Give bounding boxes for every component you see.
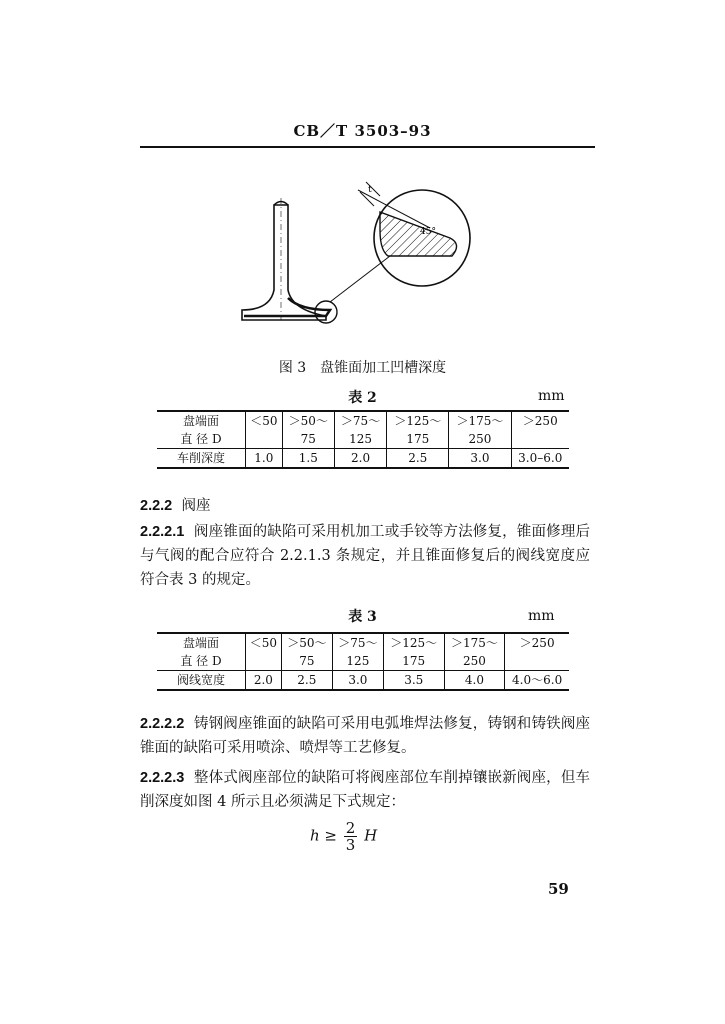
table3-value: 4.0 <box>444 671 505 691</box>
table3-range: ＜50 <box>246 633 282 652</box>
valve-drawing <box>242 198 390 323</box>
section-2-2-2 <box>140 494 590 518</box>
label-angle: 45° <box>420 227 436 237</box>
table2-value: 3.0–6.0 <box>511 449 569 469</box>
table3-range: ＞175～ <box>444 633 505 652</box>
table3-header-label: 直 径 D <box>180 654 222 668</box>
section-number: 2.2.2.3 <box>140 770 185 786</box>
table3-range: 175 <box>383 652 444 671</box>
table3-row-label: 阀线宽度 <box>157 671 246 691</box>
table3-range: 250 <box>444 652 505 671</box>
table2-range: 125 <box>334 430 386 449</box>
formula <box>310 820 377 853</box>
table3-header-label: 盘端面 <box>157 633 246 652</box>
table3-range: ＞250 <box>505 633 569 652</box>
table3-range: ＞75～ <box>332 633 383 652</box>
table2-value: 2.5 <box>387 449 449 469</box>
table2-range: ＞175～ <box>449 411 511 430</box>
table2-range: 75 <box>282 430 334 449</box>
table2-unit: mm <box>538 388 565 404</box>
table2-row-label: 车削深度 <box>157 449 246 469</box>
table3-range <box>505 652 569 671</box>
document-header: CB／T 3503–93 <box>293 122 432 140</box>
table2-title: 表 2 <box>348 390 377 406</box>
label-t: t <box>368 185 372 195</box>
figure-caption: 图 3 盘锥面加工凹槽深度 <box>278 360 447 376</box>
detail-circle <box>358 182 470 286</box>
formula-fraction <box>344 820 358 853</box>
table2-header-label: 盘端面 <box>157 411 246 430</box>
table2-range <box>246 430 283 449</box>
table3-range: ＞125～ <box>383 633 444 652</box>
formula-numerator: 2 <box>345 819 356 837</box>
table2-range: ＞250 <box>511 411 569 430</box>
formula-denominator: 3 <box>345 836 356 854</box>
table2 <box>157 410 569 469</box>
table2-value: 1.0 <box>246 449 283 469</box>
table3-range: 125 <box>332 652 383 671</box>
table3-title: 表 3 <box>348 609 377 625</box>
table3-range: 75 <box>281 652 332 671</box>
section-number: 2.2.2 <box>140 498 173 514</box>
formula-lhs: h ≥ <box>310 826 337 845</box>
table3-range: ＞50～ <box>281 633 332 652</box>
section-2-2-2-1 <box>140 520 590 592</box>
table2-range: ＞50～ <box>282 411 334 430</box>
section-text: 整体式阀座部位的缺陷可将阀座部位车削掉镶嵌新阀座，但车削深度如图 4 所示且必须满足下式规定： <box>140 770 591 810</box>
table3-value: 3.5 <box>383 671 444 691</box>
table2-range: 250 <box>449 430 511 449</box>
table3-value: 4.0～6.0 <box>505 671 569 691</box>
section-2-2-2-3 <box>140 766 590 814</box>
section-2-2-2-2 <box>140 712 590 760</box>
table3-range <box>246 652 282 671</box>
table3-value: 3.0 <box>332 671 383 691</box>
table2-value: 3.0 <box>449 449 511 469</box>
table2-range: 175 <box>387 430 449 449</box>
table2-range: ＞125～ <box>387 411 449 430</box>
table2-range: ＜50 <box>246 411 283 430</box>
section-text: 阀座锥面的缺陷可采用机加工或手铰等方法修复，锥面修理后与气阀的配合应符合 2.2.1.3 条规定，并且锥面修复后的阀线宽度应符合表 3 的规定。 <box>140 524 591 588</box>
section-text: 铸钢阀座锥面的缺陷可采用电弧堆焊法修复，铸钢和铸铁阀座锥面的缺陷可采用喷涂、喷焊等工艺修复。 <box>140 716 591 756</box>
valve-figure <box>230 170 490 350</box>
table2-range <box>511 430 569 449</box>
header-rule <box>140 146 595 148</box>
table2-value: 1.5 <box>282 449 334 469</box>
section-number: 2.2.2.2 <box>140 716 185 732</box>
table3 <box>157 632 569 691</box>
table3-value: 2.0 <box>246 671 282 691</box>
formula-rhs: H <box>364 826 378 845</box>
page-number: 59 <box>548 880 569 898</box>
table3-unit: mm <box>528 608 555 624</box>
table2-header-label: 直 径 D <box>180 432 222 446</box>
section-number: 2.2.2.1 <box>140 524 185 540</box>
table3-value: 2.5 <box>281 671 332 691</box>
table2-value: 2.0 <box>334 449 386 469</box>
section-title: 阀座 <box>181 498 211 514</box>
table2-range: ＞75～ <box>334 411 386 430</box>
